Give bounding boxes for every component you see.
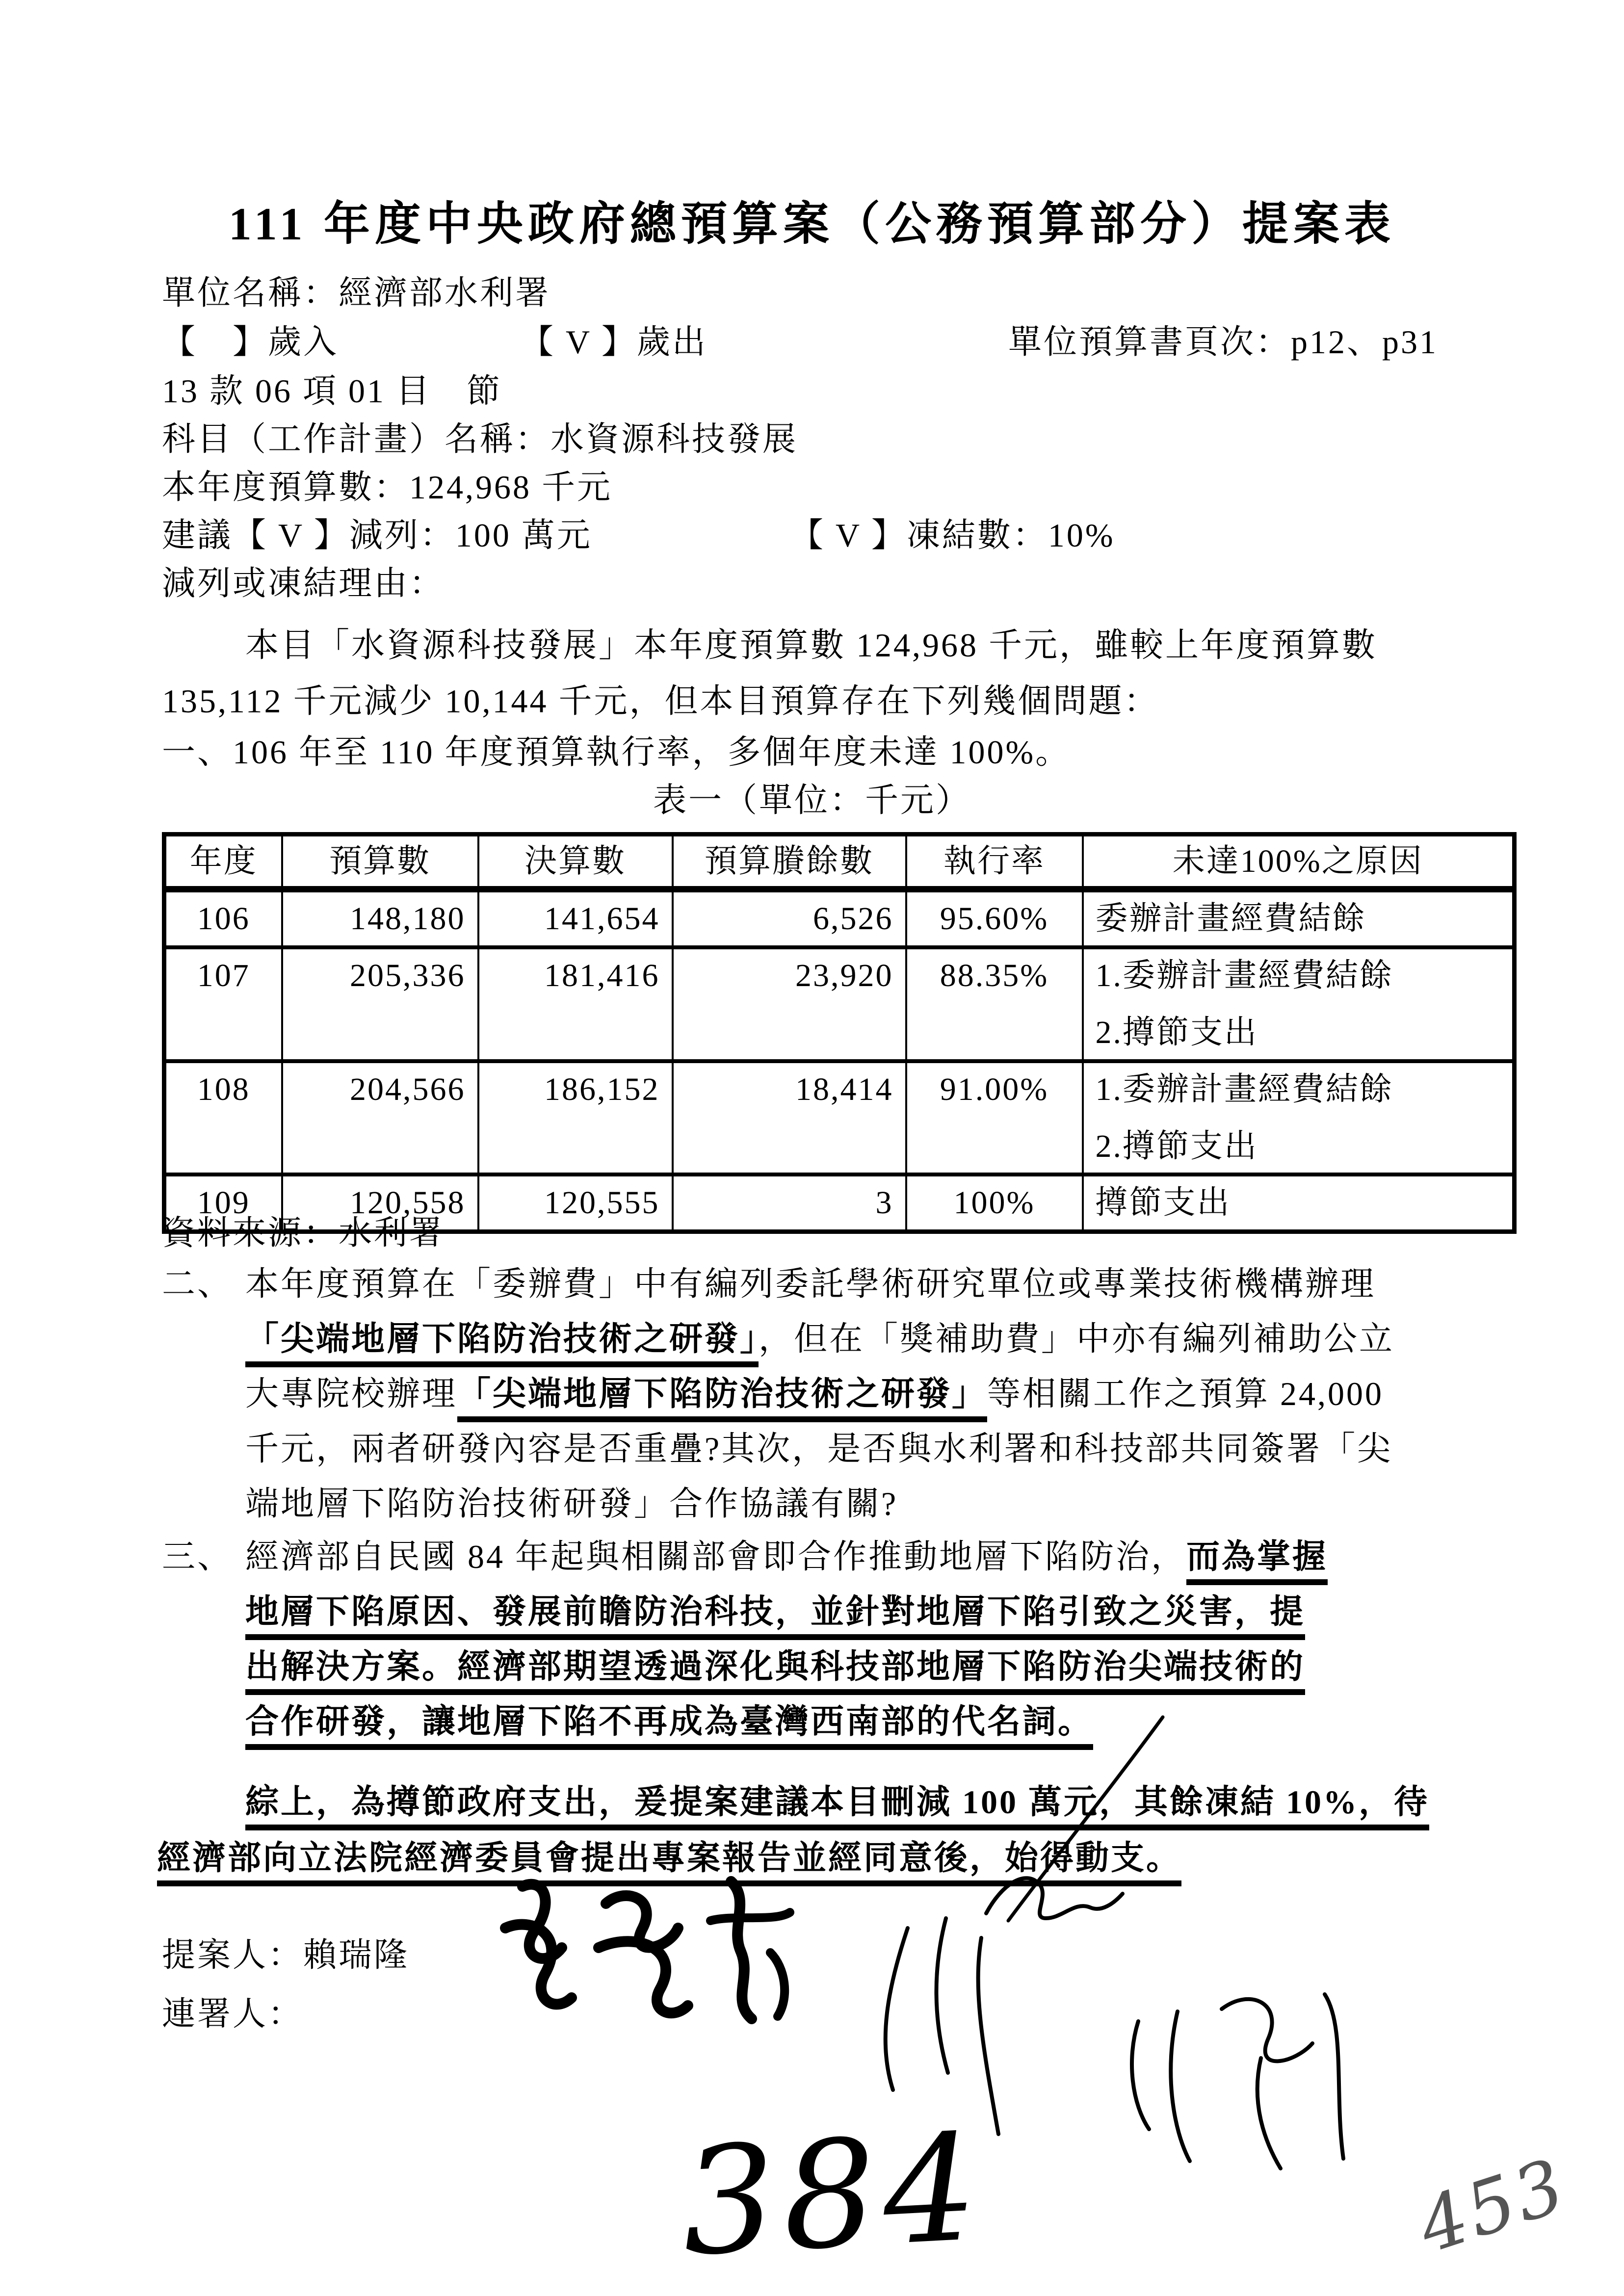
list-item-2-line <box>245 1376 1384 1412</box>
column-header-rate: 執行率 <box>906 835 1083 889</box>
table-caption: 表一（單位：千元） <box>653 782 971 819</box>
cell-rate: 100% <box>906 1174 1083 1231</box>
text-segment: 經濟部自民國 84 年起與相關部會即合作推動地層下陷防治， <box>245 1538 1187 1575</box>
field-current-budget: 本年度預算數：124,968 千元 <box>162 469 613 506</box>
list-item-3-line <box>245 1648 1305 1685</box>
proposal-row <box>162 517 1516 554</box>
column-header-reason: 未達100%之原因 <box>1083 835 1515 889</box>
table-header-row <box>164 835 1515 889</box>
cell-budget: 120,558 <box>282 1174 478 1231</box>
cell-surplus: 6,526 <box>673 889 906 947</box>
cell-budget: 204,566 <box>282 1061 478 1175</box>
underlined-phrase: 合作研發，讓地層下陷不再成為臺灣西南部的代名詞。 <box>245 1703 1093 1750</box>
cell-budget: 205,336 <box>282 947 478 1061</box>
field-reason-label: 減列或凍結理由： <box>162 565 445 602</box>
table-row <box>164 947 1515 1061</box>
underlined-phrase: 「尖端地層下陷防治技術之研發」 <box>245 1320 759 1367</box>
reason-line: 1.委辦計畫經費結餘 <box>1095 957 1393 993</box>
underlined-phrase: 地層下陷原因、發展前瞻防治科技，並針對地層下陷引致之災害，提 <box>245 1593 1305 1640</box>
cell-rate: 88.35% <box>906 947 1083 1061</box>
underlined-phrase: 綜上，為撙節政府支出，爰提案建議本目刪減 100 萬元，其餘凍結 10%，待 <box>245 1783 1429 1830</box>
list-item-2-line: 端地層下陷防治技術研發」合作協議有關? <box>245 1485 898 1522</box>
cell-final: 141,654 <box>478 889 673 947</box>
text-segment: ，但在「獎補助費」中亦有編列補助公立 <box>759 1320 1395 1357</box>
field-cut-proposal: 建議【 V 】減列：100 萬元 <box>162 517 592 554</box>
handwritten-corner-number: 453 <box>1408 2142 1577 2270</box>
page-title: 111 年度中央政府總預算案（公務預算部分）提案表 <box>228 199 1396 250</box>
checkbox-expenditure: 【 V 】歲出 <box>520 323 707 361</box>
paragraph-line: 本目「水資源科技發展」本年度預算數 124,968 千元，雖較上年度預算數 <box>245 626 1378 664</box>
cell-final: 120,555 <box>478 1174 673 1231</box>
list-item-1: 一、106 年至 110 年度預算執行率，多個年度未達 100%。 <box>162 733 1071 771</box>
text-segment: 大專院校辦理 <box>245 1375 458 1412</box>
field-budget-code: 13 款 06 項 01 目 節 <box>162 372 502 410</box>
budget-table <box>162 832 1517 1234</box>
table-row <box>164 1061 1515 1175</box>
cosigner-label: 連署人： <box>162 1995 304 2033</box>
list-item-2-line: 千元，兩者研發內容是否重疊?其次，是否與水利署和科技部共同簽署「尖 <box>245 1430 1393 1467</box>
underlined-phrase: 出解決方案。經濟部期望透過深化與科技部地層下陷防治尖端技術的 <box>245 1648 1305 1695</box>
column-header-surplus: 預算賸餘數 <box>673 835 906 889</box>
list-item-2-line <box>245 1321 1394 1357</box>
list-item-3-line <box>245 1539 1328 1575</box>
field-page-ref: 單位預算書頁次：p12、p31 <box>1008 323 1439 361</box>
text-segment: 等相關工作之預算 24,000 <box>987 1375 1384 1412</box>
cell-reason <box>1083 889 1515 947</box>
table-source-note: 資料來源：水利署 <box>162 1214 445 1252</box>
cell-surplus: 3 <box>673 1174 906 1231</box>
cosigner-handwritten-signature-2 <box>1104 1967 1379 2188</box>
field-subject-name: 科目（工作計畫）名稱：水資源科技發展 <box>162 420 798 458</box>
column-header-budget: 預算數 <box>282 835 478 889</box>
list-item-3-line <box>245 1593 1305 1630</box>
reason-line: 2.撙節支出 <box>1095 1014 1258 1050</box>
checkbox-revenue: 【 】歲入 <box>162 323 339 361</box>
cell-final: 186,152 <box>478 1061 673 1175</box>
field-unit-name: 單位名稱：經濟部水利署 <box>162 274 551 312</box>
cell-reason <box>1083 1174 1515 1231</box>
reason-line: 1.委辦計畫經費結餘 <box>1095 1071 1393 1107</box>
field-freeze-proposal: 【 V 】凍結數：10% <box>790 517 1115 554</box>
cell-year: 107 <box>164 947 282 1061</box>
cell-reason <box>1083 1061 1515 1175</box>
handwritten-page-number: 384 <box>678 2102 988 2289</box>
reason-line: 撙節支出 <box>1095 1185 1231 1221</box>
paragraph-line: 135,112 千元減少 10,144 千元，但本目預算存在下列幾個問題： <box>162 682 1159 720</box>
column-header-final: 決算數 <box>478 835 673 889</box>
cell-budget: 148,180 <box>282 889 478 947</box>
reason-line: 委辦計畫經費結餘 <box>1095 901 1366 937</box>
cell-rate: 91.00% <box>906 1061 1083 1175</box>
list-item-2-line: 本年度預算在「委辦費」中有編列委託學術研究單位或專業技術機構辦理 <box>245 1265 1376 1303</box>
cell-year: 108 <box>164 1061 282 1175</box>
reason-line: 2.撙節支出 <box>1095 1128 1258 1164</box>
proposer-label: 提案人：賴瑞隆 <box>162 1936 410 1974</box>
column-header-year: 年度 <box>164 835 282 889</box>
list-item-3-marker: 三、 <box>162 1538 233 1575</box>
table-row <box>164 889 1515 947</box>
list-item-2-marker: 二、 <box>162 1265 233 1303</box>
underlined-phrase: 「尖端地層下陷防治技術之研發」 <box>457 1375 987 1422</box>
cell-surplus: 23,920 <box>673 947 906 1061</box>
cell-year: 106 <box>164 889 282 947</box>
proposer-handwritten-signature <box>476 1869 829 2036</box>
underlined-phrase: 而為掌握 <box>1186 1538 1328 1585</box>
cell-year: 109 <box>164 1174 282 1231</box>
cell-surplus: 18,414 <box>673 1061 906 1175</box>
cell-final: 181,416 <box>478 947 673 1061</box>
cell-reason <box>1083 947 1515 1061</box>
checkbox-row <box>162 324 1516 361</box>
cell-rate: 95.60% <box>906 889 1083 947</box>
underlined-phrase: 經濟部向立法院經濟委員會提出專案報告並經同意後，始得動支。 <box>157 1839 1181 1886</box>
